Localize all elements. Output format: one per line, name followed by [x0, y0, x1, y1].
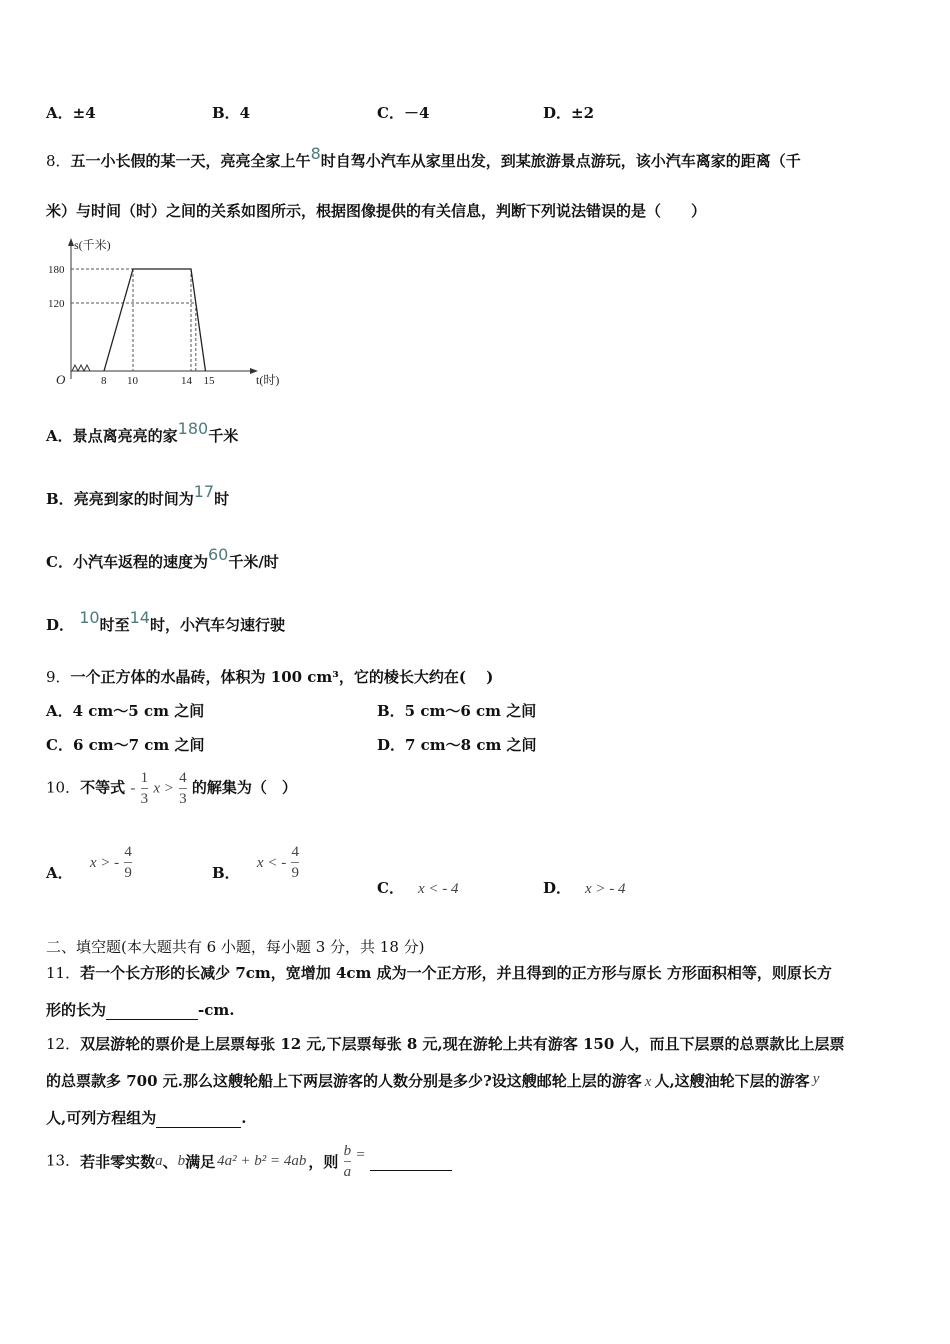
- y-tick-label-120: 120: [48, 298, 65, 310]
- q13-fraction: $\frac{b}{a}$: [343, 1143, 352, 1180]
- q11-number: 11．: [46, 964, 81, 982]
- q9-text: 一个正方体的水晶砖，体积为 100 cm³，它的棱长大约在( ): [70, 668, 494, 686]
- q10-option-d: D． x > - 4: [543, 879, 626, 897]
- q8-option-a-label: A．: [46, 427, 73, 445]
- q8-option-d-mid: 时至: [99, 616, 130, 634]
- q8-option-c-unit: 千米/时: [228, 553, 279, 571]
- q10-stem: [46, 768, 297, 809]
- q13-answer-blank[interactable]: [370, 1152, 452, 1171]
- q10-fraction-2: $\frac{4}{3}$: [179, 770, 187, 807]
- q8-option-c-label: C．: [46, 553, 73, 571]
- q8-option-d-value2: 14: [129, 608, 150, 627]
- q7-option-d: D．±2: [543, 104, 595, 122]
- q13-equation: 4a² + b² = 4ab: [217, 1153, 307, 1169]
- q8-option-d-value1: 10: [79, 608, 100, 627]
- q11-line2: 形的长为 -cm.: [46, 1001, 235, 1019]
- q9-option-a: A．4 cm～5 cm 之间: [46, 702, 205, 720]
- q7-option-c: C．－4: [377, 104, 430, 122]
- y-tick-label-180: 180: [48, 264, 65, 276]
- q8-option-d: [46, 608, 285, 635]
- q8-option-b: [46, 482, 230, 509]
- q10-option-c: C． x < - 4: [377, 879, 459, 897]
- q12-line1: [46, 1033, 845, 1054]
- q13-var-b: b: [177, 1153, 186, 1169]
- q8-text-b: 时自驾小汽车从家里出发，到某旅游景点游玩，该小汽车离家的距离（千: [320, 152, 801, 170]
- q9-number: 9．: [46, 668, 71, 686]
- q8-option-a-unit: 千米: [208, 427, 239, 445]
- q8-start-hour: 8: [310, 144, 321, 163]
- q11-text: 若一个长方形的长减少 7cm，宽增加 4cm 成为一个正方形，并且得到的正方形与原长 方形面积相等，则原长方: [80, 964, 832, 982]
- q8-stem-line2: 米）与时间（时）之间的关系如图所示，根据图像提供的有关信息，判断下列说法错误的是（ ）: [46, 202, 707, 220]
- q7-option-a: A．±4: [46, 104, 96, 122]
- q12-line2: 的总票款多 700 元.那么这艘轮船上下两层游客的人数分别是多少?设这艘邮轮上层的游客 x 人,这艘油轮下层的游客 y: [46, 1071, 820, 1090]
- q9-option-b: B．5 cm～6 cm 之间: [377, 702, 537, 720]
- q8-option-b-unit: 时: [214, 490, 230, 508]
- q12-answer-blank[interactable]: [156, 1109, 241, 1128]
- q8-option-b-label: B．: [46, 490, 74, 508]
- q12-var-x: x: [644, 1074, 652, 1090]
- q13-stem: 13．若非零实数a、b满足 4a² + b² = 4ab ，则 $\frac{b}{a}$ =: [46, 1141, 452, 1182]
- q8-option-d-label: D．: [46, 616, 75, 634]
- q9-option-d: D．7 cm～8 cm 之间: [377, 736, 537, 754]
- section-2-title: 二、填空题(本大题共有 6 小题，每小题 3 分，共 18 分): [46, 938, 425, 956]
- q9-option-c: C．6 cm～7 cm 之间: [46, 736, 205, 754]
- q13-number: 13．: [46, 1151, 81, 1170]
- q11-answer-blank[interactable]: [106, 1001, 198, 1020]
- q12-text: 双层游轮的票价是上层票每张 12 元,下层票每张 8 元,现在游轮上共有游客 150 人，而且下层票的总票款比上层票: [80, 1035, 845, 1053]
- q8-text-a: 五一小长假的某一天，亮亮全家上午: [70, 152, 311, 170]
- q10-option-b: B． x < - $\frac{4}{9}$: [212, 844, 299, 882]
- q8-option-c-text: 小汽车返程的速度为: [72, 553, 208, 571]
- x-axis-label: t(时): [256, 373, 280, 387]
- distance-series-line: [104, 269, 206, 371]
- q10-fraction-1: $\frac{1}{3}$: [140, 770, 149, 807]
- q10-minus: -: [130, 780, 136, 797]
- q8-option-a-value: 180: [177, 419, 209, 438]
- q8-option-b-value: 17: [193, 482, 215, 501]
- q10-option-a: A． x > - $\frac{4}{9}$: [46, 844, 132, 882]
- axis-break-zigzag: [72, 365, 90, 371]
- q8-option-d-text: 时，小汽车匀速行驶: [149, 616, 285, 634]
- q11-line1: [46, 962, 832, 983]
- x-tick-label-10: 10: [127, 375, 138, 387]
- q8-stem-line1: [46, 144, 801, 171]
- q8-number: 8．: [46, 152, 71, 170]
- y-axis-label: s(千米): [74, 238, 111, 252]
- x-tick-label-15: 15: [203, 375, 215, 387]
- q9-stem: [46, 666, 493, 687]
- q8-option-c-value: 60: [207, 545, 229, 564]
- q8-option-a-text: 景点离亮亮的家: [72, 427, 178, 445]
- x-tick-label-8: 8: [101, 375, 107, 387]
- origin-label: O: [56, 372, 66, 387]
- q13-var-a: a: [155, 1153, 163, 1169]
- q10-inequality-sign: x >: [153, 780, 174, 797]
- q8-option-c: [46, 545, 279, 572]
- q7-option-b: B．4: [212, 104, 251, 122]
- x-tick-label-14: 14: [181, 375, 192, 387]
- q8-option-a: [46, 419, 239, 446]
- q10-text-post: 的解集为（ ）: [191, 778, 297, 797]
- q8-option-b-text: 亮亮到家的时间为: [73, 490, 194, 508]
- q10-number: 10．: [46, 778, 81, 797]
- q12-line3: 人,可列方程组为 .: [46, 1109, 247, 1127]
- q12-var-y: y: [812, 1071, 820, 1087]
- q8-distance-time-graph: [44, 232, 294, 392]
- q10-text-pre: 不等式: [80, 778, 126, 797]
- q12-number: 12．: [46, 1035, 81, 1053]
